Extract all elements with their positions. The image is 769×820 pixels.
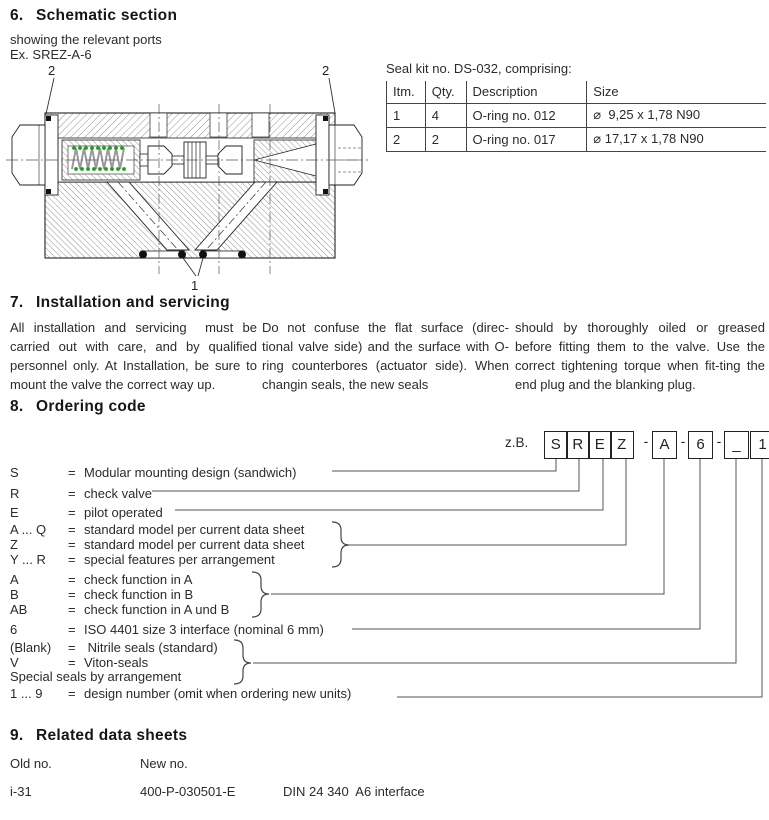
seal-cell-itm: 1 — [387, 104, 426, 128]
seal-table-row — [387, 128, 767, 152]
ordering-row: 1 ... 9 = design number (omit when ordering new units) — [10, 686, 352, 701]
section7-column-3: should by thoroughly oiled or greased before fitting them to the valve. Use the correct tightening torque when fit-ting the end plug and the blanking plug. — [515, 320, 769, 392]
ordering-row: AB = check function in A und B — [10, 602, 230, 617]
seal-cell-size: ⌀ 17,17 x 1,78 N90 — [587, 128, 766, 152]
code-dash: - — [680, 433, 686, 449]
code-box-a: A — [652, 431, 677, 459]
seal-table-row — [387, 104, 767, 128]
ordering-code-diagram — [0, 425, 769, 717]
seal-header-desc: Description — [466, 81, 587, 104]
seal-kit-table — [386, 81, 766, 152]
section8-number: 8. — [10, 398, 24, 415]
section7-column-2: Do not confuse the flat surface (direc-tional valve side) and the surface with O-ring counterbores (actuator side). When changin seals, the new seals — [262, 320, 513, 392]
valve-cross-section-drawing — [6, 60, 368, 292]
ordering-row: E = pilot operated — [10, 505, 163, 520]
seal-cell-size: ⌀ 9,25 x 1,78 N90 — [587, 104, 766, 128]
section7-column-1: All installation and servicing must be carried out with care, and by qualified personnel only. At Installation, be sure to mount the valve the correct way up. — [10, 320, 261, 392]
seal-cell-desc: O-ring no. 017 — [466, 128, 587, 152]
code-box-s: S — [544, 431, 568, 459]
right-plug-hex — [329, 125, 362, 185]
ordering-row: B = check function in B — [10, 587, 194, 602]
seal-cell-qty: 2 — [425, 128, 466, 152]
ordering-row: (Blank) = Nitrile seals (standard) — [10, 640, 218, 655]
part-label-2-left: 2 — [48, 63, 56, 78]
code-dash: - — [643, 433, 649, 449]
related-old-no: i-31 — [10, 784, 32, 799]
ordering-row: Special seals by arrangement — [10, 669, 182, 684]
section7-heading — [10, 294, 230, 312]
seal-header-qty: Qty. — [425, 81, 466, 104]
ordering-row: A = check function in A — [10, 572, 193, 587]
ordering-row: V = Viton-seals — [10, 655, 149, 670]
section7-title: Installation and servicing — [36, 294, 230, 311]
section6-heading — [10, 7, 177, 25]
section6-subtitle-1: showing the relevant ports — [10, 32, 162, 47]
section9-heading — [10, 727, 187, 745]
right-plug-flange — [316, 115, 329, 195]
ordering-row: Z = standard model per current data sheet — [10, 537, 305, 552]
code-box-r: R — [566, 431, 590, 459]
code-box-6: 6 — [688, 431, 713, 459]
ordering-row: Y ... R = special features per arrangement — [10, 552, 275, 567]
part-label-2-right: 2 — [322, 63, 330, 78]
section9-number: 9. — [10, 727, 24, 744]
valve-body-lower — [45, 182, 335, 258]
code-box-e: E — [588, 431, 612, 459]
code-box-z: Z — [610, 431, 634, 459]
seal-kit-title: Seal kit no. DS-032, comprising: — [386, 61, 572, 76]
ordering-row: 6 = ISO 4401 size 3 interface (nominal 6 mm) — [10, 622, 324, 637]
section7-number: 7. — [10, 294, 24, 311]
code-box-blank: _ — [724, 431, 749, 459]
seal-cell-itm: 2 — [387, 128, 426, 152]
seal-header-itm: Itm. — [387, 81, 426, 104]
seal-header-size: Size — [587, 81, 766, 104]
seal-cell-qty: 4 — [425, 104, 466, 128]
ordering-row: S = Modular mounting design (sandwich) — [10, 465, 297, 480]
related-note: DIN 24 340 A6 interface — [283, 784, 425, 799]
related-col-new-header: New no. — [140, 756, 188, 771]
left-plug-flange — [45, 115, 58, 195]
ordering-row: R = check valve — [10, 486, 152, 501]
related-col-old-header: Old no. — [10, 756, 52, 771]
ordering-row: A ... Q = standard model per current data sheet — [10, 522, 305, 537]
code-dash: - — [716, 433, 722, 449]
example-label: z.B. — [505, 435, 529, 450]
left-plug-hex — [12, 125, 45, 185]
code-box-group — [544, 431, 634, 459]
section9-title: Related data sheets — [36, 727, 188, 744]
part-label-1-bottom: 1 — [191, 278, 199, 292]
code-box-1: 1 — [750, 431, 769, 459]
seal-cell-desc: O-ring no. 012 — [466, 104, 587, 128]
section6-number: 6. — [10, 7, 24, 24]
related-new-no: 400-P-030501-E — [140, 784, 236, 799]
seal-kit-block — [386, 61, 766, 152]
section8-heading — [10, 398, 146, 416]
seal-table-header-row — [387, 81, 767, 104]
section8-title: Ordering code — [36, 398, 146, 415]
section6-subtitle-2: Ex. SREZ-A-6 — [10, 47, 92, 62]
section6-title: Schematic section — [36, 7, 178, 24]
